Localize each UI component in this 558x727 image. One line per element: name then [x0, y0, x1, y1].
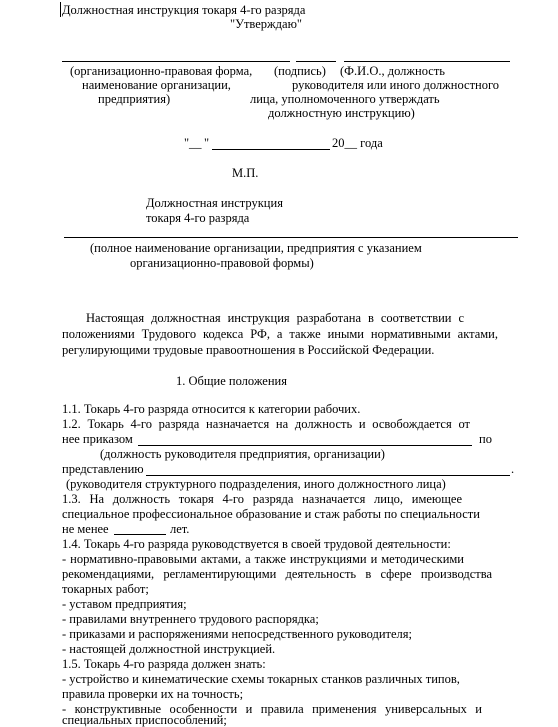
clause-1-2-line-4: представлению [62, 462, 144, 476]
text-cursor [60, 2, 61, 17]
approval-caption-org-2: наименование организации, [82, 78, 231, 92]
date-quote-open: " [184, 136, 190, 150]
approval-caption-org-3: предприятия) [98, 92, 171, 106]
clause-1-5-item-2-line-2: специальных приспособлений; [62, 713, 227, 727]
submitter-blank-line [146, 475, 510, 476]
document-heading: Должностная инструкция токаря 4-го разряда [62, 3, 306, 17]
clause-1-5-item-2-line-1: - конструктивные особенности и правила применения универсальных и [62, 702, 482, 716]
clause-1-4-item-1-line-1: - нормативно-правовыми актами, а также инструкциями и методическими [62, 552, 464, 566]
intro-line-3: регулирующими трудовые правоотношения в Российской Федерации. [62, 343, 435, 357]
clause-1-1: 1.1. Токарь 4-го разряда относится к категории рабочих. [62, 402, 361, 416]
appointer-blank-line [138, 445, 472, 446]
org-caption-1: (полное наименование организации, предприятия с указанием [90, 241, 422, 255]
clause-1-2-caption-1: (должность руководителя предприятия, организации) [100, 447, 385, 461]
clause-1-2-line-2-end: по [479, 432, 492, 446]
intro-line-1: Настоящая должностная инструкция разработана в соответствии с [86, 311, 464, 325]
clause-1-2-line-2: нее приказом [62, 432, 133, 446]
experience-blank-line [114, 534, 166, 535]
approval-caption-name-3: лица, уполномоченного утверждать [250, 92, 440, 106]
clause-1-2-line-4-end: . [511, 462, 515, 476]
approval-caption-name-4: должностную инструкцию) [268, 106, 415, 120]
clause-1-4: 1.4. Токарь 4-го разряда руководствуется в своей трудовой деятельности: [62, 537, 451, 551]
clause-1-3-line-3-pre: не менее [62, 522, 109, 536]
clause-1-4-item-4: - приказами и распоряжениями непосредственного руководителя; [62, 627, 413, 641]
org-signature-line [62, 61, 290, 62]
clause-1-2-caption-2: (руководителя структурного подразделения, иного должностного лица) [66, 477, 446, 491]
clause-1-5: 1.5. Токарь 4-го разряда должен знать: [62, 657, 266, 671]
date-day-blank: __ [189, 136, 202, 150]
org-name-line [64, 237, 518, 238]
title-line-2: токаря 4-го разряда [146, 211, 250, 225]
date-quote-close: " [204, 136, 210, 150]
date-year: 20__ года [332, 136, 383, 150]
approval-caption-org: (организационно-правовая форма, [70, 64, 253, 78]
clause-1-4-item-2: - уставом предприятия; [62, 597, 187, 611]
date-month-line [212, 149, 330, 150]
clause-1-4-item-1-line-2: рекомендациями, регламентирующими деятельность в сфере производства [62, 567, 492, 581]
intro-line-2: положениями Трудового кодекса РФ, а также иными нормативными актами, [62, 327, 498, 341]
title-line-1: Должностная инструкция [146, 196, 283, 210]
stamp-mark: М.П. [232, 166, 259, 180]
clause-1-3-line-2: специальное профессиональное образование и стаж работы по специальности [62, 507, 480, 521]
clause-1-4-item-3: - правилами внутреннего трудового распорядка; [62, 612, 319, 626]
clause-1-4-item-5: - настоящей должностной инструкцией. [62, 642, 276, 656]
approval-caption-name: (Ф.И.О., должность [340, 64, 445, 78]
clause-1-5-item-1-line-1: - устройство и кинематические схемы токарных станков различных типов, [62, 672, 460, 686]
signature-line [296, 61, 336, 62]
clause-1-3-line-1: 1.3. На должность токаря 4-го разряда назначается лицо, имеющее [62, 492, 462, 506]
clause-1-5-item-1-line-2: правила проверки их на точность; [62, 687, 244, 701]
name-signature-line [344, 61, 510, 62]
approval-caption-name-2: руководителя или иного должностного [292, 78, 500, 92]
approval-caption-signature: (подпись) [274, 64, 326, 78]
clause-1-2-line-1: 1.2. Токарь 4-го разряда назначается на должность и освобождается от [62, 417, 470, 431]
clause-1-4-item-1-line-3: токарных работ; [62, 582, 149, 596]
section-heading: 1. Общие положения [176, 374, 287, 388]
clause-1-3-line-3-post: лет. [170, 522, 190, 536]
approval-label: "Утверждаю" [230, 17, 303, 31]
org-caption-2: организационно-правовой формы) [130, 256, 314, 270]
